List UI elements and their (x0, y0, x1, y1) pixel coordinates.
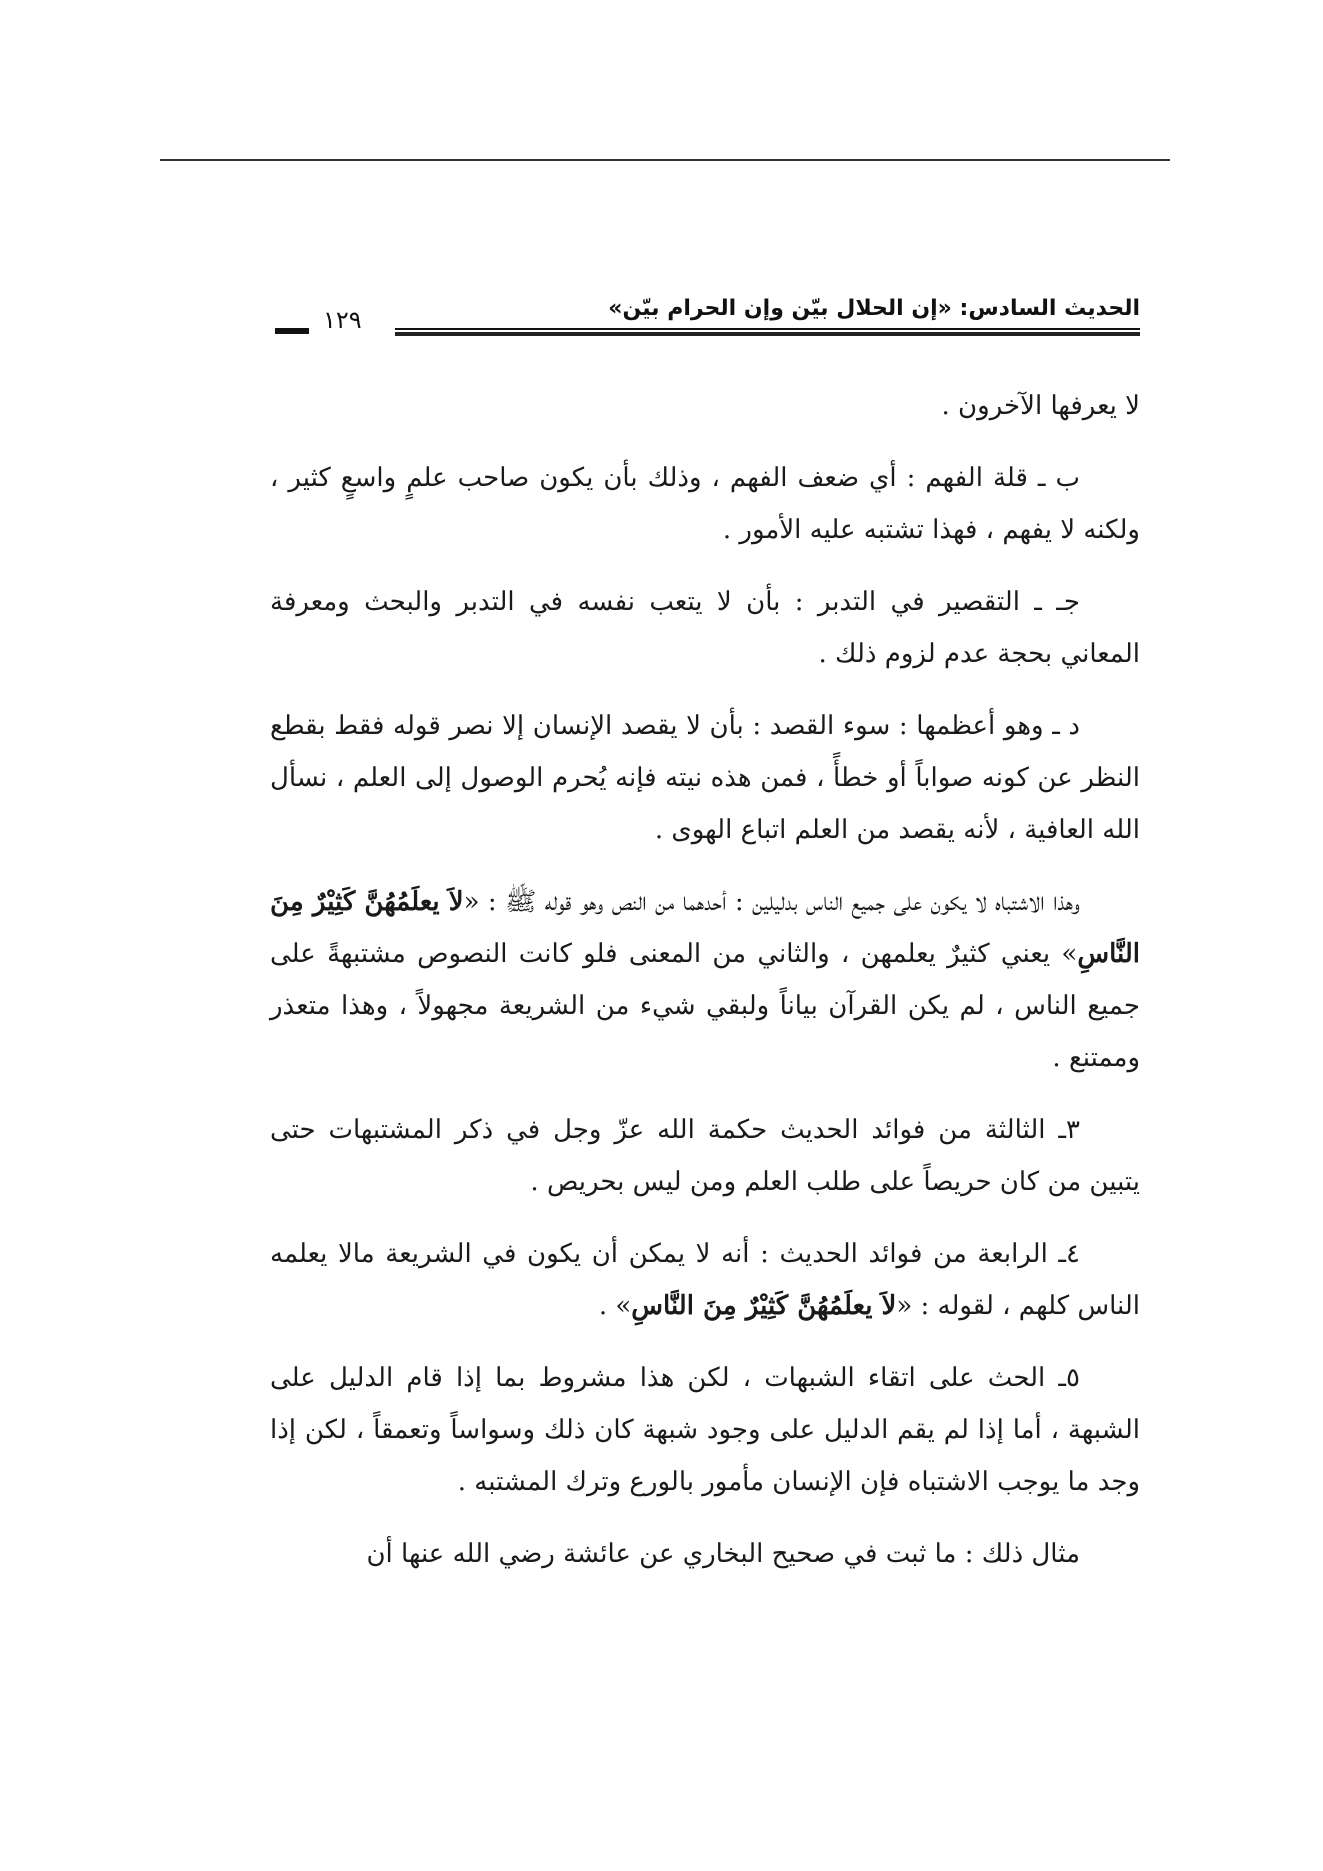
text-run: ٣ـ الثالثة من فوائد الحديث حكمة الله عزّ وجل في ذكر المشتبهات حتى يتبين من كان حريصاً على طلب العلم ومن ليس بحريص . (270, 1115, 1140, 1197)
page-header (275, 290, 1140, 346)
text-run: وهذا الاشتباه لا يكون على جميع الناس بدليلين : أحدهما من النص وهو قوله ﷺ : « (463, 887, 1080, 917)
paragraph-5 (270, 876, 1140, 1084)
paragraph-1 (270, 380, 1140, 432)
hadith-quote: لاَ يعلَمُهُنَّ كَثِيْرٌ مِنَ النَّاسِ (631, 1291, 897, 1321)
text-run: جـ ـ التقصير في التدبر : بأن لا يتعب نفسه في التدبر والبحث ومعرفة المعاني بحجة عدم لزوم ذلك . (270, 587, 1140, 669)
paragraph-9 (270, 1528, 1140, 1580)
paragraph-8 (270, 1352, 1140, 1508)
paragraph-3 (270, 576, 1140, 680)
paragraph-2 (270, 452, 1140, 556)
text-run: » . (598, 1291, 632, 1321)
body-text (270, 380, 1140, 1600)
running-title: الحديث السادس: «إن الحلال بيّن وإن الحرام بيّن» (608, 296, 1140, 321)
header-rule-thin (395, 328, 1140, 330)
text-run: لا يعرفها الآخرون . (941, 391, 1140, 421)
text-run: ب ـ قلة الفهم : أي ضعف الفهم ، وذلك بأن يكون صاحب علمٍ واسعٍ كثير ، ولكنه لا يفهم ، فهذا تشتبه عليه الأمور . (270, 463, 1140, 545)
text-run: مثال ذلك : ما ثبت في صحيح البخاري عن عائشة رضي الله عنها أن (366, 1539, 1080, 1569)
paragraph-6 (270, 1104, 1140, 1208)
page-number: ١٢٩ (315, 306, 370, 334)
paragraph-4 (270, 700, 1140, 856)
text-run: ٥ـ الحث على اتقاء الشبهات ، لكن هذا مشروط بما إذا قام الدليل على الشبهة ، أما إذا لم يقم الدليل على وجود شبهة كان ذلك وسواساً وتعمقاً ، لكن إذا وجد ما يوجب الاشتباه فإن الإنسان مأمور بالورع وترك المشتبه . (270, 1363, 1140, 1497)
header-dash (275, 328, 309, 334)
header-rule-thick (395, 332, 1140, 336)
text-run: ٤ـ الرابعة من فوائد الحديث : أنه لا يمكن أن يكون في الشريعة مالا يعلمه الناس كلهم ، لقوله : « (270, 1239, 1140, 1321)
top-rule (160, 159, 1170, 161)
text-run: د ـ وهو أعظمها : سوء القصد : بأن لا يقصد الإنسان إلا نصر قوله فقط بقطع النظر عن كونه صواباً أو خطأً ، فمن هذه نيته فإنه يُحرم الوصول إلى العلم ، نسأل الله العافية ، لأنه يقصد من العلم اتباع الهوى . (270, 711, 1140, 845)
hadith-quote: لاَ يعلَمُهُنَّ كَثِيْرٌ مِنَ النَّاسِ (270, 887, 1140, 969)
text-run: » يعني كثيرٌ يعلمهن ، والثاني من المعنى فلو كانت النصوص مشتبهةً على جميع الناس ، لم يكن القرآن بياناً ولبقي شيء من الشريعة مجهولاً ، وهذا متعذر وممتنع . (270, 939, 1140, 1073)
paragraph-7 (270, 1228, 1140, 1332)
